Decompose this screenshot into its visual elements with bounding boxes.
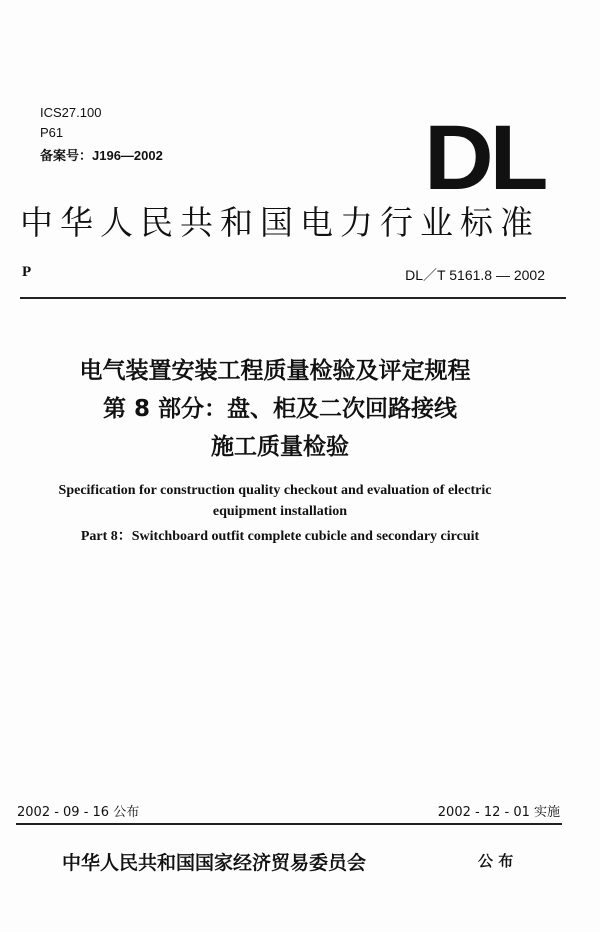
issuer-suffix: 公 布 (478, 852, 514, 870)
category: P (22, 264, 32, 280)
title-en-2: equipment installation (212, 504, 348, 519)
ics-code: ICS27.100 (40, 105, 102, 120)
divider (20, 297, 566, 299)
title-en-3: Part 8：Switchboard outfit complete cubicle and secondary circuit (80, 529, 480, 544)
issue-date: 2002 - 09 - 16 公布 (17, 805, 140, 820)
issuer: 中华人民共和国国家经济贸易委员会 (62, 852, 367, 874)
class-code: P61 (40, 125, 64, 140)
standard-number: DL／T 5161.8 — 2002 (405, 267, 545, 283)
divider-bottom (16, 823, 562, 825)
standard-type: 中华人民共和国电力行业标准 (20, 203, 540, 242)
dl-logo: DL (424, 107, 545, 209)
title-cn-1: 电气装置安装工程质量检验及评定规程 (79, 358, 471, 384)
title-cn-2: 第 8 部分：盘、柜及二次回路接线 (102, 396, 458, 422)
title-en-1: Specification for construction quality checkout and evaluation of electric (58, 483, 492, 498)
title-cn-3: 施工质量检验 (211, 434, 349, 460)
record-number: 备案号：J196—2002 (40, 148, 163, 163)
effective-date: 2002 - 12 - 01 实施 (437, 805, 560, 820)
